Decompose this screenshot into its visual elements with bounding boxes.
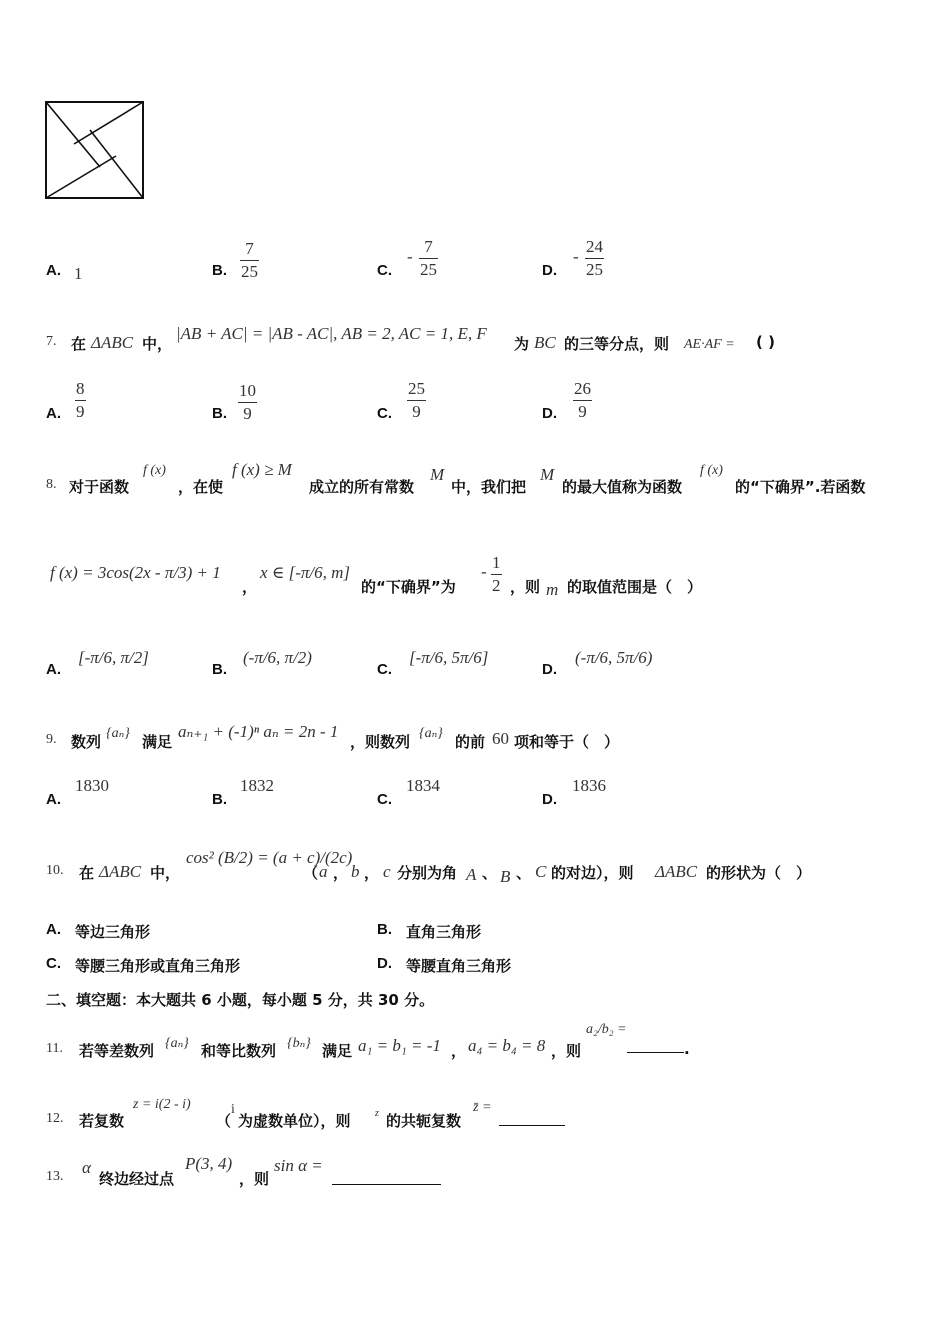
text: 为 [514,335,530,353]
text: 在 [79,864,95,882]
math: f (x) [143,463,166,478]
option-text: 等腰直角三角形 [406,957,512,975]
text: ，则 [239,1170,270,1188]
option-interval: (-π/6, π/2) [243,648,312,667]
text: 满足 [142,733,173,751]
math: BC [534,333,556,352]
text: 、 [516,864,532,882]
math: ΔABC [91,333,134,352]
math-equation: cos² (B/2) = (a + c)/(2c) [186,848,353,867]
text: 中，我们把 [451,478,527,496]
math: ΔABC [655,862,698,881]
math: sin α = [274,1156,323,1175]
minus-sign: - [573,247,579,266]
option-label: C. [377,661,392,678]
text: 的“下确界”为 [361,578,456,596]
math: AE·AF = [684,337,735,352]
text: 终边经过点 [99,1170,175,1188]
option-interval: [-π/6, π/2] [78,648,149,667]
math: a₄ = b₄ = 8 [468,1036,546,1055]
math: M [430,465,445,484]
math: f (x) [700,463,723,478]
text: 和等比数列 [201,1042,277,1060]
option-label: D. [377,955,392,972]
math: f (x) ≥ M [232,460,292,479]
option-text: 等边三角形 [75,923,151,941]
text: 的最大值称为函数 [562,478,683,496]
fraction: $\frac{24}{25}$ [586,237,603,279]
math: z = i(2 - i) [133,1097,191,1112]
option-label: D. [542,262,557,279]
fraction: $\frac{26}{9}$ [574,379,591,421]
math: c [383,862,391,881]
math: {aₙ} [165,1036,189,1051]
math: a₁ = b₁ = -1 [358,1036,441,1055]
fraction: $\frac{10}{9}$ [239,381,256,423]
question-number: 7. [46,334,57,349]
math: P(3, 4) [185,1154,233,1173]
option-interval: (-π/6, 5π/6) [575,648,653,667]
math: i [231,1102,235,1117]
text: 满足 [322,1042,353,1060]
text: ， [242,578,258,596]
option-label: C. [377,262,392,279]
answer-blank[interactable] [627,1052,684,1053]
answer-parentheses: ( ) [756,333,775,351]
math: {aₙ} [419,726,443,741]
text: 在 [71,335,87,353]
option-label: A. [46,405,61,422]
option-label: C. [377,405,392,422]
fraction: $\frac{1}{2}$ [492,553,501,595]
fraction: $\frac{8}{9}$ [76,379,85,421]
text: . [684,1040,690,1058]
text: 的前 [455,733,486,751]
math: b [351,862,360,881]
math: {aₙ} [106,726,130,741]
option-interval: [-π/6, 5π/6] [409,648,489,667]
text: 中， [150,864,181,882]
option-label: C. [377,791,392,808]
text: 若等差数列 [79,1042,155,1060]
math: z̄ = [473,1100,492,1115]
option-value: 1836 [572,776,606,795]
option-label: A. [46,791,61,808]
math: M [540,465,555,484]
math: B [500,867,511,886]
option-label: D. [542,661,557,678]
text: （ [216,1112,232,1130]
section-heading: 二、填空题：本大题共 6 小题，每小题 5 分，共 30 分。 [46,991,435,1009]
math-domain: x ∈ [-π/6, m] [260,563,351,582]
text: ， [451,1042,467,1060]
math: C [535,862,547,881]
math: a [319,862,328,881]
text: 中， [142,335,173,353]
fraction: $\frac{7}{25}$ [241,239,258,281]
option-label: A. [46,262,61,279]
text: 项和等于（ ） [514,733,620,751]
answer-blank[interactable] [332,1184,441,1185]
text: 的对边），则 [551,864,634,882]
question-number: 11. [46,1041,63,1056]
text: （ [303,864,319,882]
question-number: 9. [46,732,57,747]
pinwheel-square-figure [44,100,146,200]
text: ，则 [551,1042,582,1060]
option-label: B. [212,661,227,678]
number: 60 [492,729,509,748]
math-ratio: a₂/b₂ = [586,1022,627,1037]
math: α [82,1158,91,1177]
option-label: B. [212,791,227,808]
minus-sign: - [407,247,413,266]
text: 、 [482,864,498,882]
text: ， [364,864,380,882]
option-label: D. [542,791,557,808]
option-text: 直角三角形 [406,923,482,941]
text: 分别为角 [397,864,458,882]
question-number: 10. [46,863,64,878]
text: ， [333,864,349,882]
text: 数列 [71,733,102,751]
math: z [375,1108,379,1119]
math-function: f (x) = 3cos(2x - π/3) + 1 [50,563,221,582]
minus-sign: - [481,562,487,581]
text: 的共轭复数 [386,1112,462,1130]
option-value: 1832 [240,776,274,795]
text: 的形状为（ ） [706,864,812,882]
math: {bₙ} [287,1036,311,1051]
answer-blank[interactable] [499,1125,565,1126]
text: 若复数 [79,1112,125,1130]
question-number: 13. [46,1169,64,1184]
math: ΔABC [99,862,142,881]
text: 为虚数单位），则 [238,1112,351,1130]
option-value: 1830 [75,776,109,795]
text: ，则数列 [350,733,411,751]
option-value: 1 [74,264,83,283]
option-label: C. [46,955,61,972]
text: 对于函数 [69,478,130,496]
text: 的三等分点，则 [564,335,670,353]
math: m [546,580,559,599]
text: ，则 [510,578,541,596]
option-label: A. [46,661,61,678]
fraction: $\frac{7}{25}$ [420,237,437,279]
text: 的“下确界”.若函数 [735,478,866,496]
option-value: 1834 [406,776,440,795]
question-number: 8. [46,477,57,492]
text: 成立的所有常数 [309,478,415,496]
option-label: A. [46,921,61,938]
text: 的取值范围是（ ） [567,578,703,596]
question-number: 12. [46,1111,64,1126]
option-text: 等腰三角形或直角三角形 [75,957,241,975]
text: ，在使 [178,478,224,496]
option-label: D. [542,405,557,422]
option-label: B. [212,405,227,422]
math-relation: aₙ₊₁ + (-1)ⁿ aₙ = 2n - 1 [178,722,339,741]
math: A [466,865,477,884]
option-label: B. [377,921,392,938]
math-condition: |AB + AC| = |AB - AC|, AB = 2, AC = 1, E, F [176,324,487,343]
option-label: B. [212,262,227,279]
fraction: $\frac{25}{9}$ [408,379,425,421]
